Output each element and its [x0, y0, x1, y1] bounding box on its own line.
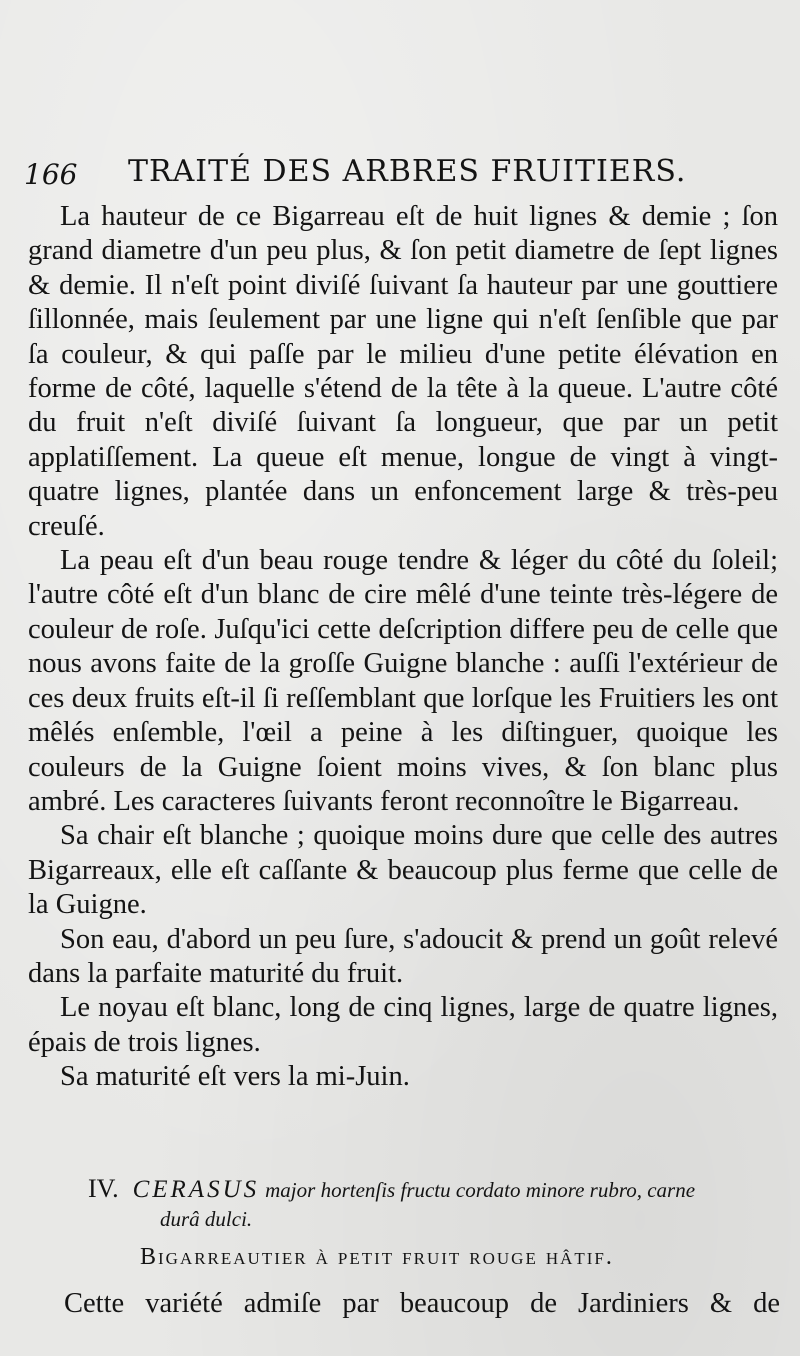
variety-common-name — [140, 1244, 740, 1271]
page-header — [24, 150, 784, 194]
variety-number: IV. — [88, 1174, 119, 1203]
running-title: TRAITÉ DES ARBRES FRUITIERS. — [128, 154, 687, 189]
page-number: 166 — [24, 158, 78, 191]
variety-description-2: durâ dulci. — [160, 1207, 253, 1231]
variety-common-name-text: Bigarreautier à petit fruit rouge hâtif. — [140, 1244, 614, 1270]
paragraph-flesh: Sa chair eſt blanche ; quoique moins dure que celle des autres Bigarreaux, elle eſt caſſante & beaucoup plus ferme que celle de la Guigne. — [28, 820, 778, 921]
paragraph-stone: Le noyau eſt blanc, long de cinq lignes, large de quatre lignes, épais de trois lignes. — [28, 992, 778, 1058]
paragraph-skin: La peau eſt d'un beau rouge tendre & léger du côté du ſoleil; l'autre côté eſt d'un blanc de cire mêlé d'une teinte très-légere de couleur de roſe. Juſqu'ici cette deſcription differe peu de celle que nous avons faite de la groſſe Guigne blanche : auſſi l'extérieur de ces deux fruits eſt-il ſi reſſemblant que lorſque les Fruitiers les ont mêlés enſemble, l'œil a peine à les diſtinguer, quoique les couleurs de la Guigne ſoient moins vives, & ſon blanc plus ambré. Les caracteres ſuivants feront reconnoître le Bigarreau. — [28, 545, 778, 817]
body-text — [28, 200, 778, 1095]
variety-heading — [88, 1174, 784, 1233]
final-line: Cette variété admiſe par beaucoup de Jardiniers & de — [64, 1288, 780, 1319]
paragraph-dimensions: La hauteur de ce Bigarreau eſt de huit lignes & demie ; ſon grand diametre d'un peu plus, & ſon petit diametre de ſept lignes & demie. Il n'eſt point diviſé ſuivant ſa hauteur par une gouttiere ſillonnée, mais ſeulement par une ligne qui n'eſt ſenſible que par ſa couleur, & qui paſſe par le milieu d'une petite élévation en forme de côté, laquelle s'étend de la tête à la queue. L'autre côté du fruit n'eſt diviſé ſuivant ſa longueur, que par un petit applatiſſement. La queue eſt menue, longue de vingt à vingt-quatre lignes, plantée dans un enfoncement large & très-peu creuſé. — [28, 201, 778, 542]
variety-description-1: major hortenſis fructu cordato minore rubro, carne — [265, 1178, 696, 1202]
variety-genus: CERASUS — [132, 1176, 260, 1203]
paragraph-juice: Son eau, d'abord un peu ſure, s'adoucit & prend un goût relevé dans la parfaite maturité du fruit. — [28, 923, 778, 989]
paragraph-ripening: Sa maturité eſt vers la mi-Juin. — [60, 1061, 410, 1093]
variety-line-1 — [88, 1174, 784, 1205]
